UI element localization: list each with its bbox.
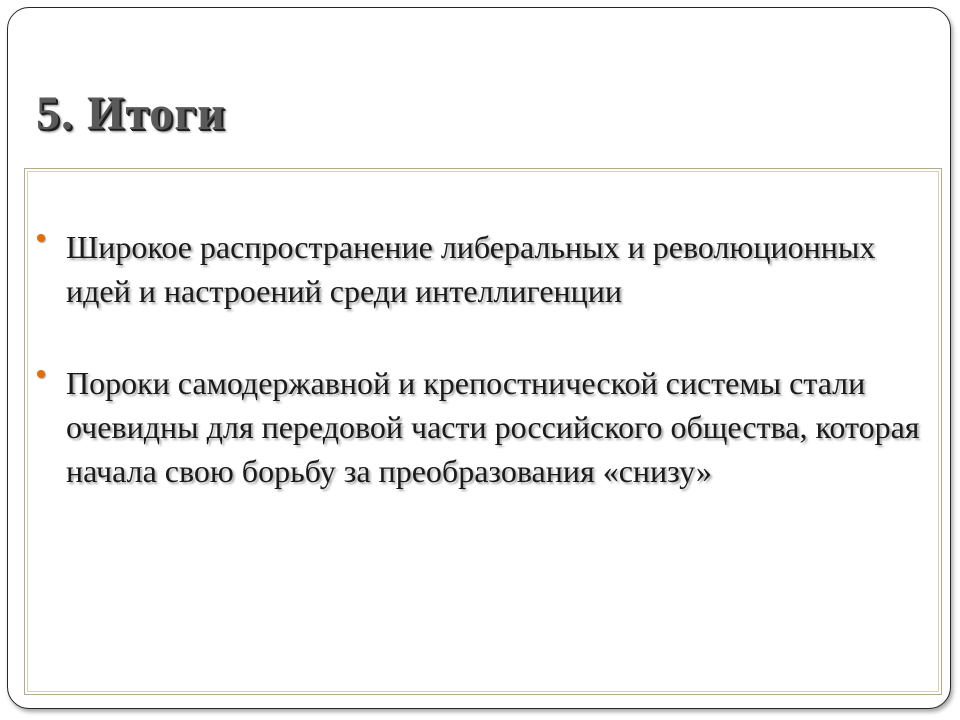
bullet-list	[25, 225, 941, 541]
slide-title: 5. Итоги	[36, 87, 226, 140]
bullet-item	[25, 361, 941, 493]
bullet-item	[25, 225, 941, 313]
bullet-dot-icon	[37, 234, 45, 242]
content-box	[24, 168, 942, 695]
bullet-text: Пороки самодержавной и крепостнической системы стали очевидны для передовой части российского общества, которая начала свою борьбу за преобразования «снизу»	[66, 365, 920, 489]
bullet-dot-icon	[37, 370, 45, 378]
bullet-text: Широкое распространение либеральных и революционных идей и настроений среди интеллигенции	[66, 229, 876, 309]
